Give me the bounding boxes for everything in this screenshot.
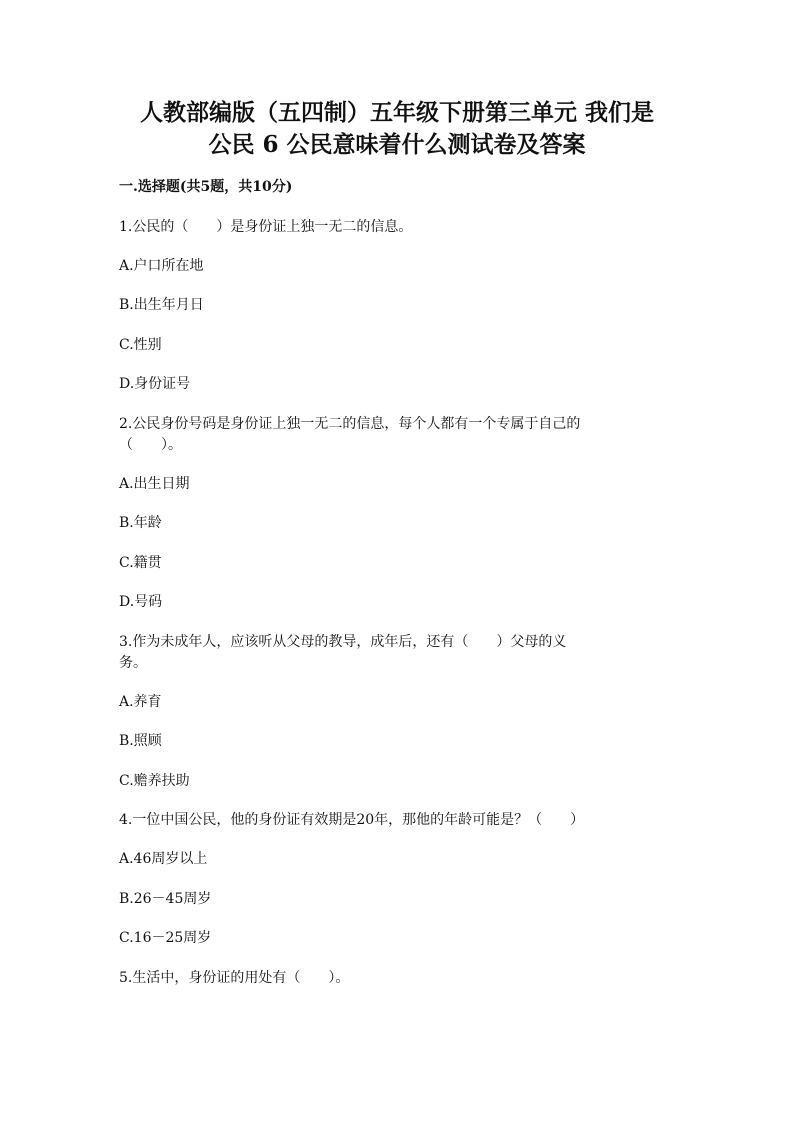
question-5-stem: 5.生活中，身份证的用处有（ ）。 [119, 970, 350, 986]
question-1-stem: 1.公民的（ ）是身份证上独一无二的信息。 [119, 219, 413, 235]
question-2-option-d: D.号码 [119, 594, 163, 610]
question-4-option-b: B.26－45周岁 [119, 891, 212, 907]
question-1-option-c: C.性别 [119, 337, 162, 353]
question-2-option-b: B.年龄 [119, 515, 162, 531]
question-3-stem-line-1: 3.作为未成年人，应该听从父母的教导，成年后，还有（ ）父母的义 [119, 634, 567, 650]
question-3-option-a: A.养育 [119, 694, 162, 710]
question-3-option-c: C.赡养扶助 [119, 773, 190, 789]
question-4-stem: 4.一位中国公民，他的身份证有效期是20年，那他的年龄可能是？（ ） [119, 812, 585, 828]
question-2-option-c: C.籍贯 [119, 555, 162, 571]
question-4-option-a: A.46周岁以上 [119, 851, 208, 867]
question-2-option-a: A.出生日期 [119, 476, 190, 492]
question-1-option-a: A.户口所在地 [119, 258, 204, 274]
document-title-line-2: 公民 6 公民意味着什么测试卷及答案 [208, 131, 586, 158]
question-4-option-c: C.16－25周岁 [119, 930, 212, 946]
question-2-stem-line-2: （ ）。 [119, 437, 182, 453]
question-2-stem-line-1: 2.公民身份号码是身份证上独一无二的信息，每个人都有一个专属于自己的 [119, 416, 581, 432]
document-title-line-1: 人教部编版（五四制）五年级下册第三单元 我们是 [139, 99, 654, 126]
question-1-option-d: D.身份证号 [119, 376, 191, 392]
question-3-option-b: B.照顾 [119, 733, 162, 749]
question-1-option-b: B.出生年月日 [119, 297, 204, 313]
section-heading: 一.选择题(共5题，共10分) [119, 179, 293, 195]
question-3-stem-line-2: 务。 [119, 655, 147, 671]
